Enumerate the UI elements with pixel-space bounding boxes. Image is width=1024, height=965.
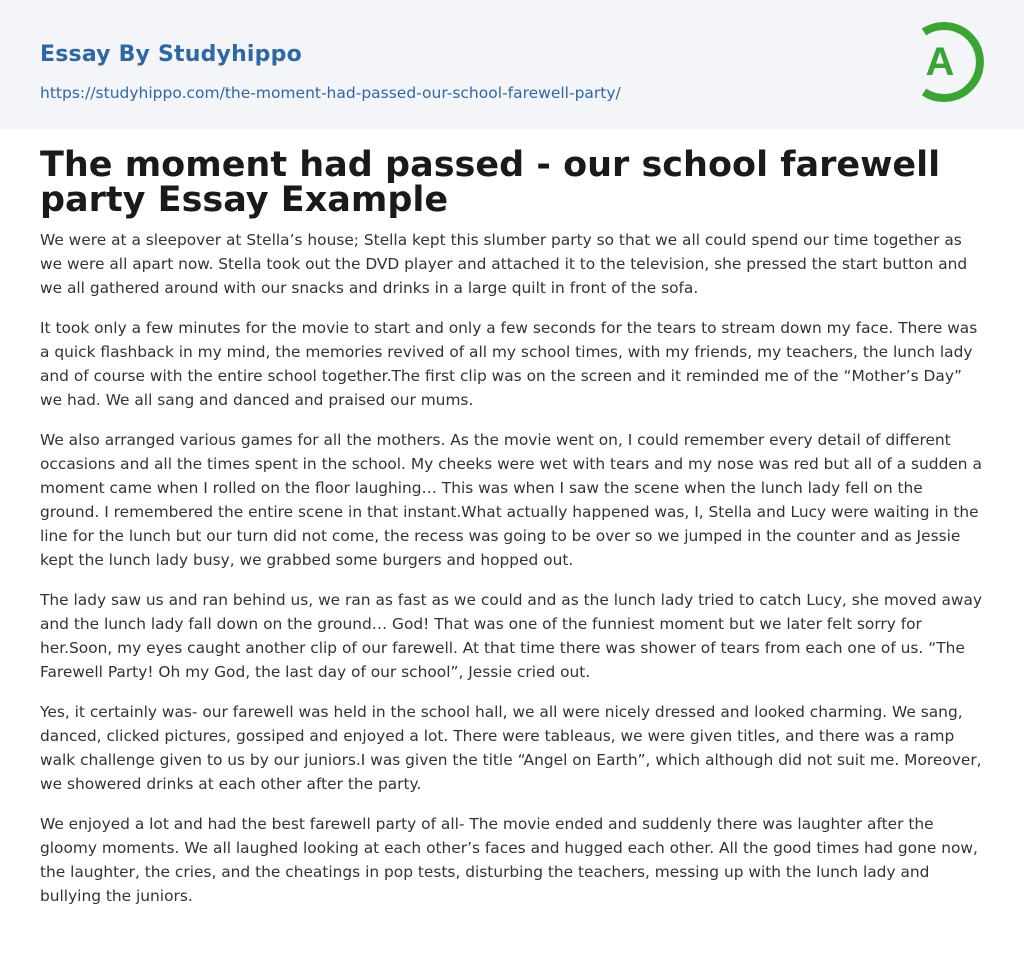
paragraph: The lady saw us and ran behind us, we ran as fast as we could and as the lunch lady tried to catch Lucy, she moved away and the lunch lady fall down on the ground… God! That was one of the funniest moment but we later felt sorry for her.Soon, my eyes caught another clip of our farewell. At that time there was shower of tears from each one of us. “The Farewell Party! Oh my God, the last day of our school”, Jessie cried out.	[40, 591, 983, 681]
paragraph: We also arranged various games for all the mothers. As the movie went on, I could remember every detail of different occasions and all the times spent in the school. My cheeks were wet with tears and my nose was red but all of a sudden a moment came when I rolled on the floor laughing… This was when I saw the scene when the lunch lady fell on the ground. I remembered the entire scene in that instant.What actually happened was, I, Stella and Lucy were waiting in the line for the lunch but our turn did not come, the recess was going to be over so we jumped in the counter and as Jessie kept the lunch lady busy, we grabbed some burgers and hopped out.	[40, 431, 982, 569]
paragraph: Yes, it certainly was- our farewell was held in the school hall, we all were nicely dressed and looked charming. We sang, danced, clicked pictures, gossiped and enjoyed a lot. There were tableaus, we were given titles, and there was a ramp walk challenge given to us by our juniors.I was given the title “Angel on Earth”, which although did not suit me. Moreover, we showered drinks at each other after the party.	[40, 703, 982, 793]
site-header	[0, 0, 1024, 129]
studyhippo-logo-icon[interactable]	[910, 18, 988, 106]
paragraph: We enjoyed a lot and had the best farewell party of all- The movie ended and suddenly there was laughter after the gloomy moments. We all laughed looking at each other’s faces and hugged each other. All the good times had gone now, the laughter, the cries, and the cheatings in pop tests, disturbing the teachers, messing up with the lunch lady and bullying the juniors.	[40, 815, 978, 905]
paragraph: We were at a sleepover at Stella’s house; Stella kept this slumber party so that we all could spend our time together as we were all apart now. Stella took out the DVD player and attached it to the television, she pressed the start button and we all gathered around with our snacks and drinks in a large quilt in front of the sofa.	[40, 231, 968, 297]
article-title: The moment had passed - our school farewell party Essay Example	[40, 145, 941, 220]
page-url-link[interactable]: https://studyhippo.com/the-moment-had-passed-our-school-farewell-party/	[40, 84, 621, 102]
logo-letter: A	[925, 40, 955, 84]
paragraph: It took only a few minutes for the movie to start and only a few seconds for the tears to stream down my face. There was a quick flashback in my mind, the memories revived of all my school times, with my friends, my teachers, the lunch lady and of course with the entire school together.The first clip was on the screen and it reminded me of the “Mother’s Day” we had. We all sang and danced and praised our mums.	[40, 319, 978, 409]
article-body	[40, 228, 986, 924]
site-brand[interactable]: Essay By Studyhippo	[40, 42, 302, 67]
